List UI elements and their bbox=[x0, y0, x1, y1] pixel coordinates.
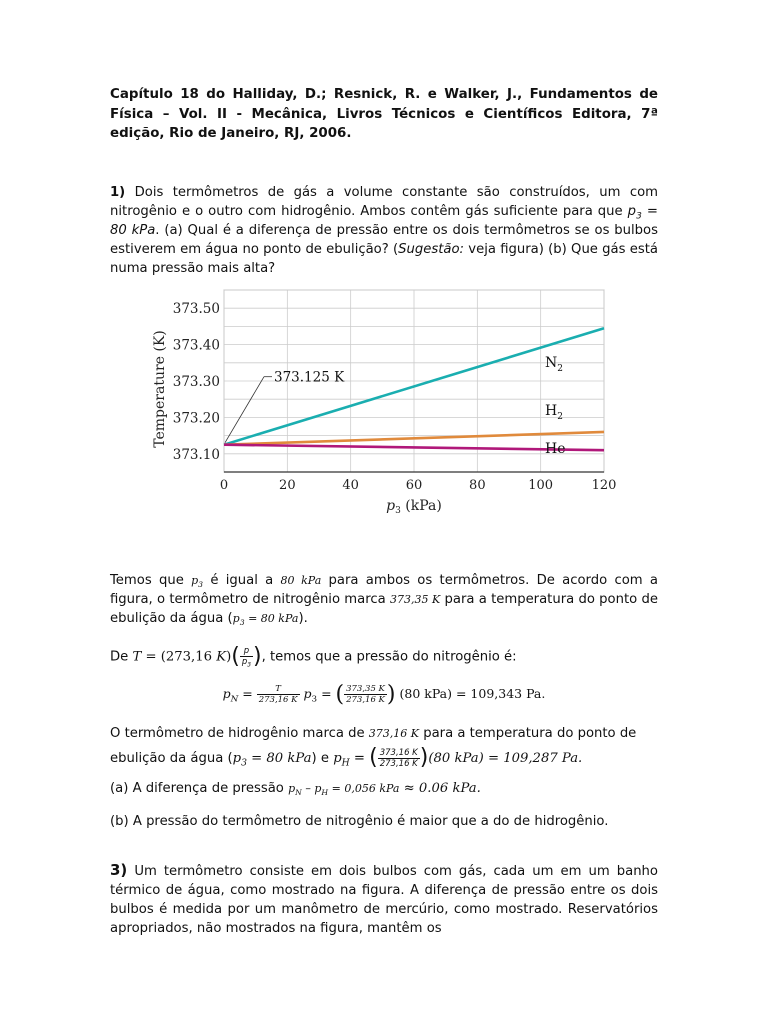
series-label-N2: $N_2$ bbox=[545, 355, 563, 374]
question-1-number: 1) bbox=[110, 185, 126, 200]
question-3-number: 3) bbox=[110, 861, 128, 879]
x-tick-label: 80 bbox=[469, 478, 486, 493]
solution-paragraph-2: De T = (273,16 K)( $\frac{p}{p_3}$ ), temos que a pressão do nitrogênio é: bbox=[110, 644, 517, 669]
book-reference: Capítulo 18 do Halliday, D.; Resnick, R. e Walker, J., Fundamentos de Física – Vol. II - Mecânica, Livros Técnicos e Científicos Editora, 7ª edição, Rio de Janeiro, RJ, 2006. bbox=[110, 87, 658, 141]
y-tick-label: 373.40 bbox=[172, 337, 220, 354]
question-1: 1) Dois termômetros de gás a volume constante são construídos, um com nitrogênio e o outro com hidrogênio. Ambos contêm gás suficiente para que $p_3 = 80$ kPa. (a) Qual é a diferença de pressão entre os dois termômetros se os bulbos estiverem em água no ponto de ebulição? (Sugestão: veja figura) (b) Que gás está numa pressão mais alta? bbox=[110, 185, 658, 276]
y-tick-label: 373.50 bbox=[172, 301, 220, 318]
p3-equals-80: $p_3 = 80$ kPa bbox=[110, 204, 658, 238]
x-tick-label: 40 bbox=[342, 478, 359, 493]
x-axis-label: $p_3$ (kPa) bbox=[386, 498, 442, 515]
y-axis-label: Temperature (K) bbox=[152, 330, 168, 448]
solution-paragraph-1: Temos que $p_3$ é igual a 80 kPa para ambos os termômetros. De acordo com a figura, o termômetro de nitrogênio marca 373,35 K para a temperatura do ponto de ebulição da água ($p_3 = 80$ kPa). bbox=[110, 573, 658, 628]
x-tick-label: 100 bbox=[528, 478, 554, 493]
question-3: 3) Um termômetro consiste em dois bulbos com gás, cada um em um banho térmico de água, como mostrado na figura. A diferença de pressão entre os dois bulbos é medida por um manômetro de mercúrio, como mostrado. Reservatórios apropriados, não mostrados na figura, mantêm os bbox=[110, 861, 658, 936]
series-label-He: He bbox=[545, 441, 566, 457]
nitrogen-pressure-equation: $p_N$ = $\frac{T}{273,16 K}$ $p_3$ = ( $\frac{373,35 K}{273,16 K}$ ) (80 kPa) = 109,343 Pa. bbox=[222, 682, 546, 707]
x-tick-label: 0 bbox=[219, 478, 229, 493]
x-tick-label: 120 bbox=[591, 478, 617, 493]
x-tick-label: 60 bbox=[405, 478, 423, 493]
y-tick-label: 373.10 bbox=[172, 446, 220, 463]
temperature-vs-pressure-chart bbox=[150, 285, 620, 515]
answer-b: (b) A pressão do termômetro de nitrogênio é maior que a do de hidrogênio. bbox=[110, 814, 609, 829]
x-tick-label: 20 bbox=[279, 478, 296, 493]
annotation-label: 373.125 K bbox=[274, 369, 345, 386]
series-label-H2: $H_2$ bbox=[545, 403, 563, 422]
y-tick-label: 373.20 bbox=[172, 410, 220, 427]
answer-a: (a) A diferença de pressão $p_N - p_H = 0,056$ kPa ≈ 0.06 kPa. bbox=[110, 781, 481, 798]
y-tick-label: 373.30 bbox=[172, 374, 220, 390]
solution-paragraph-3: O termômetro de hidrogênio marca de 373,16 K para a temperatura do ponto de ebulição da água ($p_3 = 80$ kPa) e $p_H$ = ( $\frac{373,16 K}{273,16 K}$ )(80 kPa) = 109,287 Pa. bbox=[110, 726, 637, 770]
